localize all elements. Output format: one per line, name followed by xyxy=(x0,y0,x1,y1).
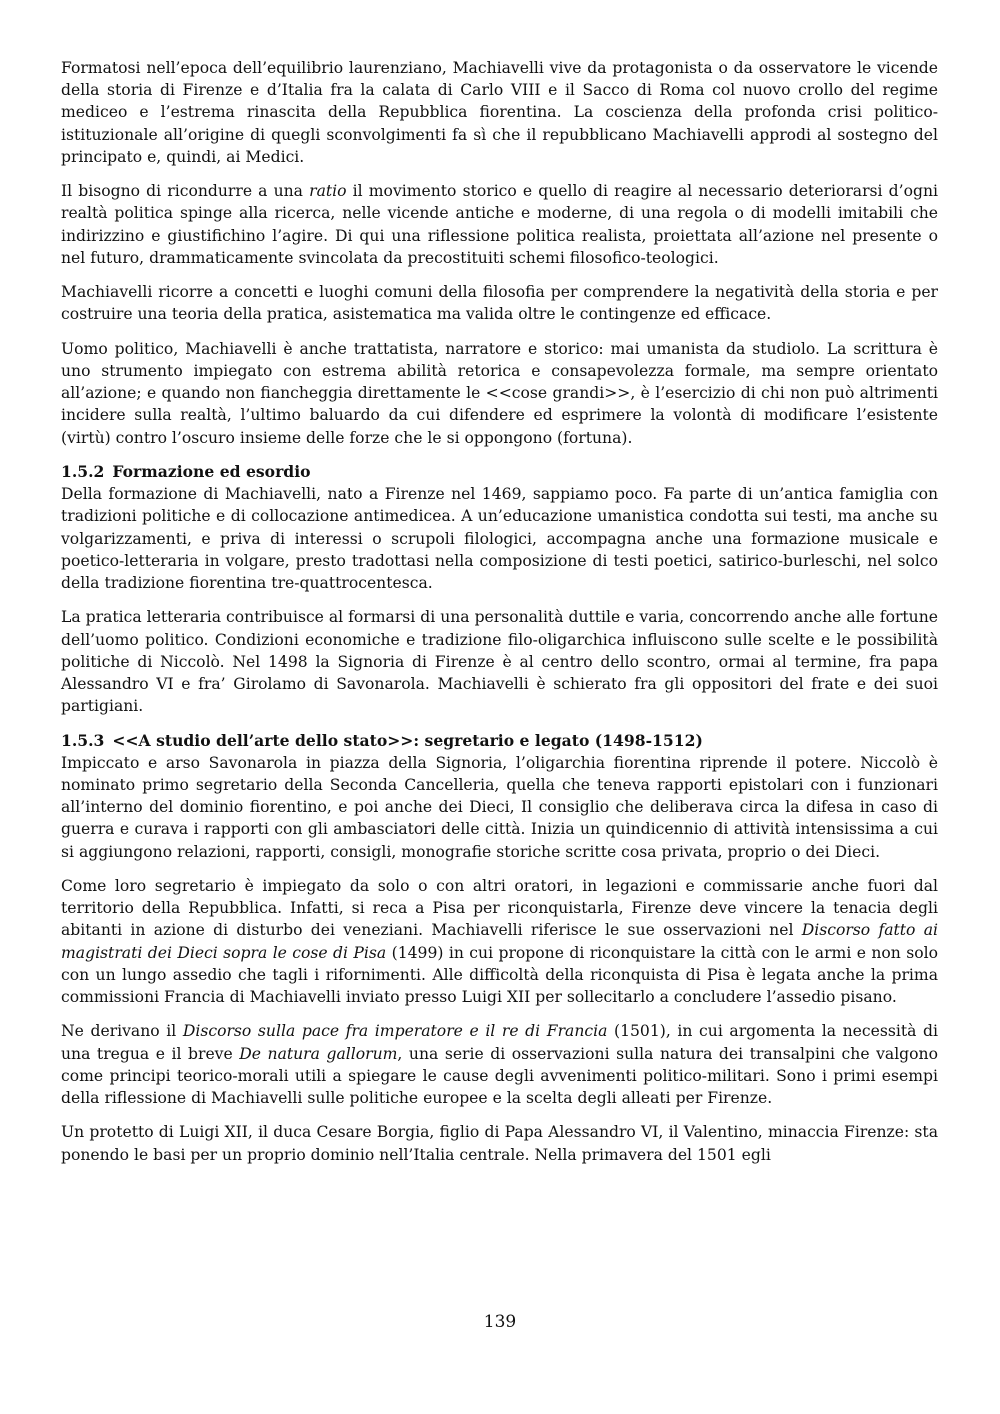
section-number: 1.5.3 xyxy=(61,730,105,750)
paragraph xyxy=(61,875,938,1008)
section-heading xyxy=(61,461,938,483)
text-run: Della formazione di Machiavelli, nato a Firenze nel 1469, sappiamo poco. Fa parte di un’antica famiglia con tradizioni politiche e di collocazione antimedicea. A un’educazione umanistica condotta sui testi, ma anche su volgarizzamenti, e priva di interessi o scrupoli filologici, accompagna anche una formazione musicale e poetico-letteraria in volgare, presto tradottasi nella composizione di testi poetici, satirico-burleschi, nel solco della tradizione fiorentina tre-quattrocentesca. xyxy=(61,485,938,593)
section-title: Formazione ed esordio xyxy=(112,462,311,481)
section-heading xyxy=(61,730,938,752)
sections xyxy=(61,461,938,1166)
text-run: Un protetto di Luigi XII, il duca Cesare Borgia, figlio di Papa Alessandro VI, il Valentino, minaccia Firenze: sta ponendo le basi per un proprio dominio nell’Italia centrale. Nella primavera del 1501 egli xyxy=(61,1123,938,1164)
section xyxy=(61,461,938,717)
text-run: Uomo politico, Machiavelli è anche trattatista, narratore e storico: mai umanista da studiolo. La scrittura è uno strumento impiegato con estrema abilità retorica e consapevolezza formale, ma sempre orientato all’azione; e quando non fiancheggia direttamente le <<cose grandi>>, è l’esercizio di chi non può altrimenti incidere sulla realtà, l’ultimo baluardo da cui difendere ed esprimere la volontà di modificare l’esistente (virtù) contro l’oscuro insieme delle forze che le si oppongono (fortuna). xyxy=(61,339,938,447)
paragraph xyxy=(61,57,938,168)
italic-text: Discorso sulla pace fra imperatore e il re di Francia xyxy=(182,1022,608,1041)
paragraph xyxy=(61,1121,938,1165)
section-title: <<A studio dell’arte dello stato>>: segretario e legato (1498-1512) xyxy=(112,730,703,750)
section-number: 1.5.2 xyxy=(61,462,105,481)
section xyxy=(61,730,938,1166)
text-run: Ne derivano il xyxy=(61,1022,183,1041)
text-run: Impiccato e arso Savonarola in piazza della Signoria, l’oligarchia fiorentina riprende il potere. Niccolò è nominato primo segretario della Seconda Cancelleria, quella che teneva rapporti epistolari con i funzionari all’interno del dominio fiorentino, e poi anche dei Dieci, Il consiglio che deliberava circa la difesa in caso di guerra e curava i rapporti con gli ambasciatori delle città. Inizia un quindicennio di attività intensissima a cui si aggiungono relazioni, rapporti, consigli, monografie storiche scritte cosa privata, proprio o dei Dieci. xyxy=(61,753,938,861)
text-run: (1499) in cui propone di riconquistare la città con le armi e non solo con un lungo assedio che tagli i rifornimenti. Alle difficoltà della riconquista di Pisa è legata anche la prima commissioni Francia di Machiavelli inviato presso Luigi XII per sollecitarlo a concludere l’assedio pisano. xyxy=(61,943,938,1007)
text-run: il movimento storico e quello di reagire al necessario deteriorarsi d’ogni realtà politica spinge alla ricerca, nelle vicende antiche e moderne, di una regola o di modelli imitabili che indirizzino e giustifichino l’agire. Di qui una riflessione politica realista, proiettata all’azione nel presente o nel futuro, drammaticamente svincolata da precostituiti schemi filosofico-teologici. xyxy=(61,182,938,267)
text-run: La pratica letteraria contribuisce al formarsi di una personalità duttile e varia, concorrendo anche alle fortune dell’uomo politico. Condizioni economiche e tradizione filo-oligarchica influiscono sulle scelte e le possibilità politiche di Niccolò. Nel 1498 la Signoria di Firenze è al centro dello scontro, ormai al termine, fra papa Alessandro VI e fra’ Girolamo di Savonarola. Machiavelli è schierato fra gli oppositori del frate e dei suoi partigiani. xyxy=(61,608,938,716)
paragraph xyxy=(61,1020,938,1109)
paragraph xyxy=(61,338,938,449)
italic-text: De natura gallorum xyxy=(239,1044,398,1063)
paragraph xyxy=(61,281,938,325)
paragraph xyxy=(61,606,938,717)
text-run: Machiavelli ricorre a concetti e luoghi comuni della filosofia per comprendere la negatività della storia e per costruire una teoria della pratica, asistematica ma valida oltre le contingenze ed efficace. xyxy=(61,283,938,324)
text-run: Come loro segretario è impiegato da solo o con altri oratori, in legazioni e commissarie anche fuori dal territorio della Repubblica. Infatti, si reca a Pisa per riconquistarla, Firenze deve vincere la tenacia degli abitanti in azione di disturbo dei veneziani. Machiavelli riferisce le sue osservazioni nel xyxy=(61,877,938,940)
intro-text xyxy=(61,57,938,449)
text-run: Formatosi nell’epoca dell’equilibrio laurenziano, Machiavelli vive da protagonista o da osservatore le vicende della storia di Firenze e d’Italia fra la calata di Carlo VIII e il Sacco di Roma col nuovo crollo del regime mediceo e l’estrema rinascita della Repubblica fiorentina. La coscienza della profonda crisi politico-istituzionale all’origine di quegli sconvolgimenti fa sì che il repubblicano Machiavelli approdi al sostegno del principato e, quindi, ai Medici. xyxy=(61,59,938,166)
paragraph xyxy=(61,752,938,863)
text-run: Il bisogno di ricondurre a una xyxy=(61,182,310,201)
page-number: 139 xyxy=(483,1312,517,1332)
italic-text: ratio xyxy=(309,182,347,201)
paragraph xyxy=(61,483,938,594)
text-run: (1501), in cui argomenta la necessità di una tregua e il breve xyxy=(61,1022,938,1063)
page-body xyxy=(61,57,938,1178)
paragraph xyxy=(61,180,938,269)
text-run: , una serie di osservazioni sulla natura dei transalpini che valgono come principi teorico-morali utili a spiegare le cause degli avvenimenti politico-militari. Sono i primi esempi della riflessione di Machiavelli sulle politiche europee e la scelta degli alleati per Firenze. xyxy=(61,1044,938,1108)
italic-text: Discorso fatto ai magistrati dei Dieci sopra le cose di Pisa xyxy=(61,921,939,962)
